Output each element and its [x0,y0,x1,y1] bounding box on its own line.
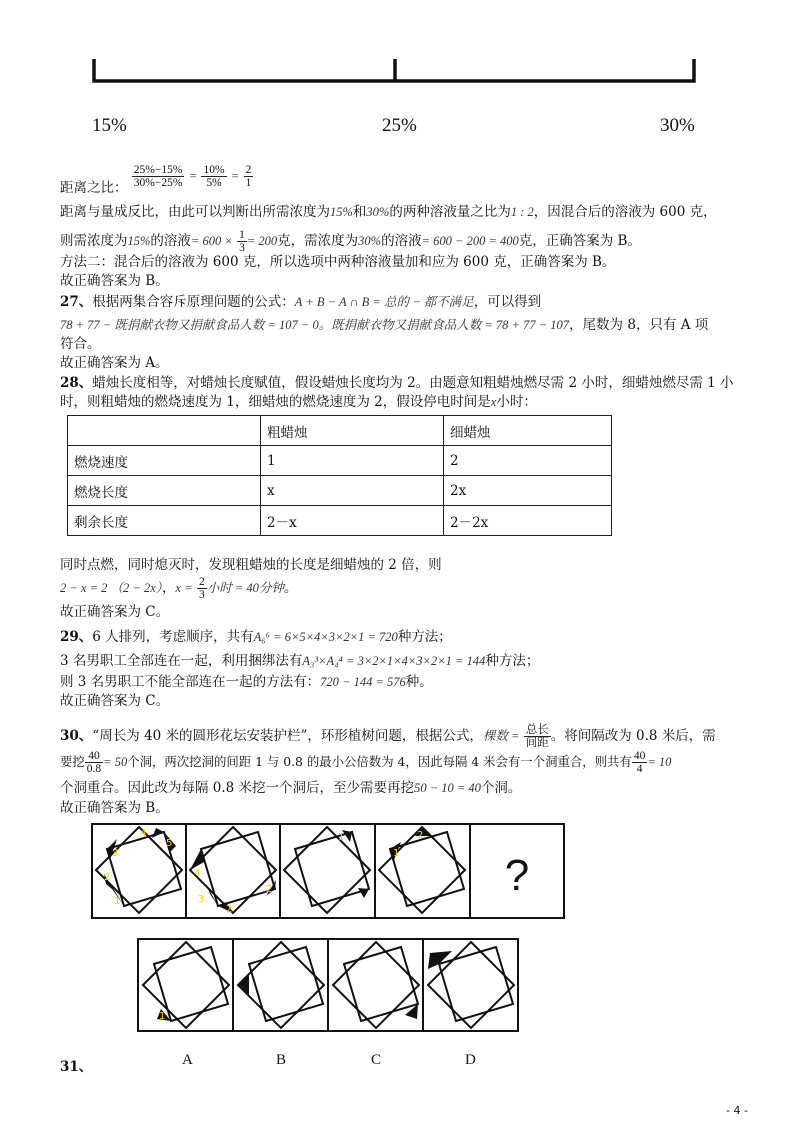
q28-line-3: 同时点燃，同时熄灭时，发现粗蜡烛的长度是细蜡烛的 2 倍，则 [60,557,442,573]
q29-answer: 故正确答案为 C。 [60,693,170,709]
question-mark: ? [504,851,530,900]
table-cell: 2－x [261,506,444,536]
table-cell: x [261,476,444,506]
svg-text:4: 4 [140,828,147,839]
ratio-line: 距离之比： $\frac{25\%-15\%}{30\%-25\%}$ = $\frac{10\%}{5\%}$ = $\frac{2}{1}$ [60,164,252,196]
q28-answer: 故正确答案为 C。 [60,604,170,620]
q29-line-1: 29、6 人排列，考虑顺序，共有A₆⁶ = 6×5×4×3×2×1 = 720种方法； [60,629,452,645]
option-b-figure [238,942,324,1028]
svg-text:3: 3 [198,894,205,905]
table-cell: 2x [444,476,612,506]
candle-table [67,415,612,536]
table-row [68,476,612,506]
svg-text:1: 1 [338,832,345,843]
table-cell: 燃烧速度 [68,446,261,476]
table-cell [68,416,261,446]
option-d-label: D [465,1052,476,1068]
option-c-figure [333,942,419,1028]
svg-text:1: 1 [393,848,400,859]
options-figure [136,937,520,1034]
scale-middle-label: 25% [382,115,417,136]
scale-left-label: 15% [92,115,127,136]
q30-line-3: 个洞重合。因此改为每隔 0.8 米挖一个洞后，至少需要再挖50 − 10 = 40个洞。 [60,780,522,796]
svg-text:1: 1 [159,1011,166,1022]
svg-text:2: 2 [104,872,111,883]
table-cell: 2－2x [444,506,612,536]
table-cell: 细蜡烛 [444,416,612,446]
q30-answer: 故正确答案为 B。 [60,800,169,816]
svg-text:2: 2 [417,830,424,841]
q27-line-3: 符合。 [60,336,101,352]
q31-number: 31、 [60,1059,93,1075]
q26-line-2: 距离与量成反比，由此可以判断出所需浓度为15%和30%的两种溶液量之比为1 : 2，因混合后的溶液为 600 克， [60,204,717,220]
q26-line-3: 则需浓度为15%的溶液= 600 × $\frac{1}{3}$ = 200克，需浓度为30%的溶液= 600 − 200 = 400克，正确答案为 B。 [60,229,641,254]
q30-line-1: 30、“周长为 40 米的圆形花坛安装护栏”，环形植树问题，根据公式，棵数 = $\frac{\text{总长}}{\text{间距}}$ 。将间隔改为 0.8 米后，需 [60,724,716,749]
svg-text:5: 5 [166,838,173,849]
svg-text:4: 4 [194,868,201,879]
table-cell: 2 [444,446,612,476]
q27-answer: 故正确答案为 A。 [60,355,169,371]
q26-answer: 故正确答案为 B。 [60,273,169,289]
table-row [68,506,612,536]
option-a-figure [143,942,229,1028]
scale-line [90,55,702,87]
svg-text:3: 3 [112,848,119,859]
sequence-figure [90,822,568,920]
q29-line-3: 则 3 名男职工不能全部连在一起的方法有：720 − 144 = 576种。 [60,674,433,690]
svg-text:1: 1 [114,896,121,907]
table-cell: 燃烧长度 [68,476,261,506]
q28-line-2: 时，则粗蜡烛的燃烧速度为 1，细蜡烛的燃烧速度为 2，假设停电时间是x小时： [60,394,537,410]
option-d-figure [428,942,514,1028]
sequence-cell-2 [190,827,276,915]
q28-line-1: 28、蜡烛长度相等，对蜡烛长度赋值，假设蜡烛长度均为 2。由题意知粗蜡烛燃尽需 2 小时，细蜡烛燃尽需 1 小 [60,375,734,391]
q29-line-2: 3 名男职工全部连在一起，利用捆绑法有A₃³×A₄⁴ = 3×2×1×4×3×2×1 = 144种方法； [60,653,540,669]
sequence-cell-4 [379,827,465,913]
svg-text:2: 2 [266,884,273,895]
table-cell: 粗蜡烛 [261,416,444,446]
q30-line-2: 要挖 $\frac{40}{0.8}$ = 50个洞，两次挖洞的间距 1 与 0.8 的最小公倍数为 4，因此每隔 4 米会有一个洞重合，则共有 $\frac{40}{4}$ = 10 [60,750,672,775]
table-row [68,446,612,476]
q27-line-1: 27、根据两集合容斥原理问题的公式：A + B − A ∩ B = 总的 − 都不满足，可以得到 [60,294,542,310]
sequence-cell-1 [96,827,182,913]
q26-method-2: 方法二：混合后的溶液为 600 克，所以选项中两种溶液量加和应为 600 克，正确答案为 B。 [60,254,616,270]
scale-right-label: 30% [660,115,695,136]
option-b-label: B [276,1052,287,1068]
ratio-fraction-2: $\frac{10\%}{5\%}$ [203,164,225,189]
ratio-fraction-3: $\frac{2}{1}$ [245,164,252,189]
table-header-row [68,416,612,446]
sequence-cell-3 [284,827,370,913]
ratio-fraction-1: $\frac{25\%-15\%}{30\%-25\%}$ [133,164,183,189]
q27-line-2: 78 + 77 − 既捐献衣物又捐献食品人数 = 107 − 0。既捐献衣物又捐献食品人数 = 78 + 77 − 107，尾数为 8，只有 A 项 [60,317,709,333]
q28-equation: 2 − x = 2 （2 − 2x），x = $\frac{2}{3}$ 小时 = 40分钟。 [60,576,298,601]
table-cell: 剩余长度 [68,506,261,536]
option-a-label: A [182,1052,193,1068]
page-number: - 4 - [726,1104,748,1117]
option-c-label: C [371,1052,382,1068]
svg-text:2: 2 [226,904,233,915]
table-cell: 1 [261,446,444,476]
